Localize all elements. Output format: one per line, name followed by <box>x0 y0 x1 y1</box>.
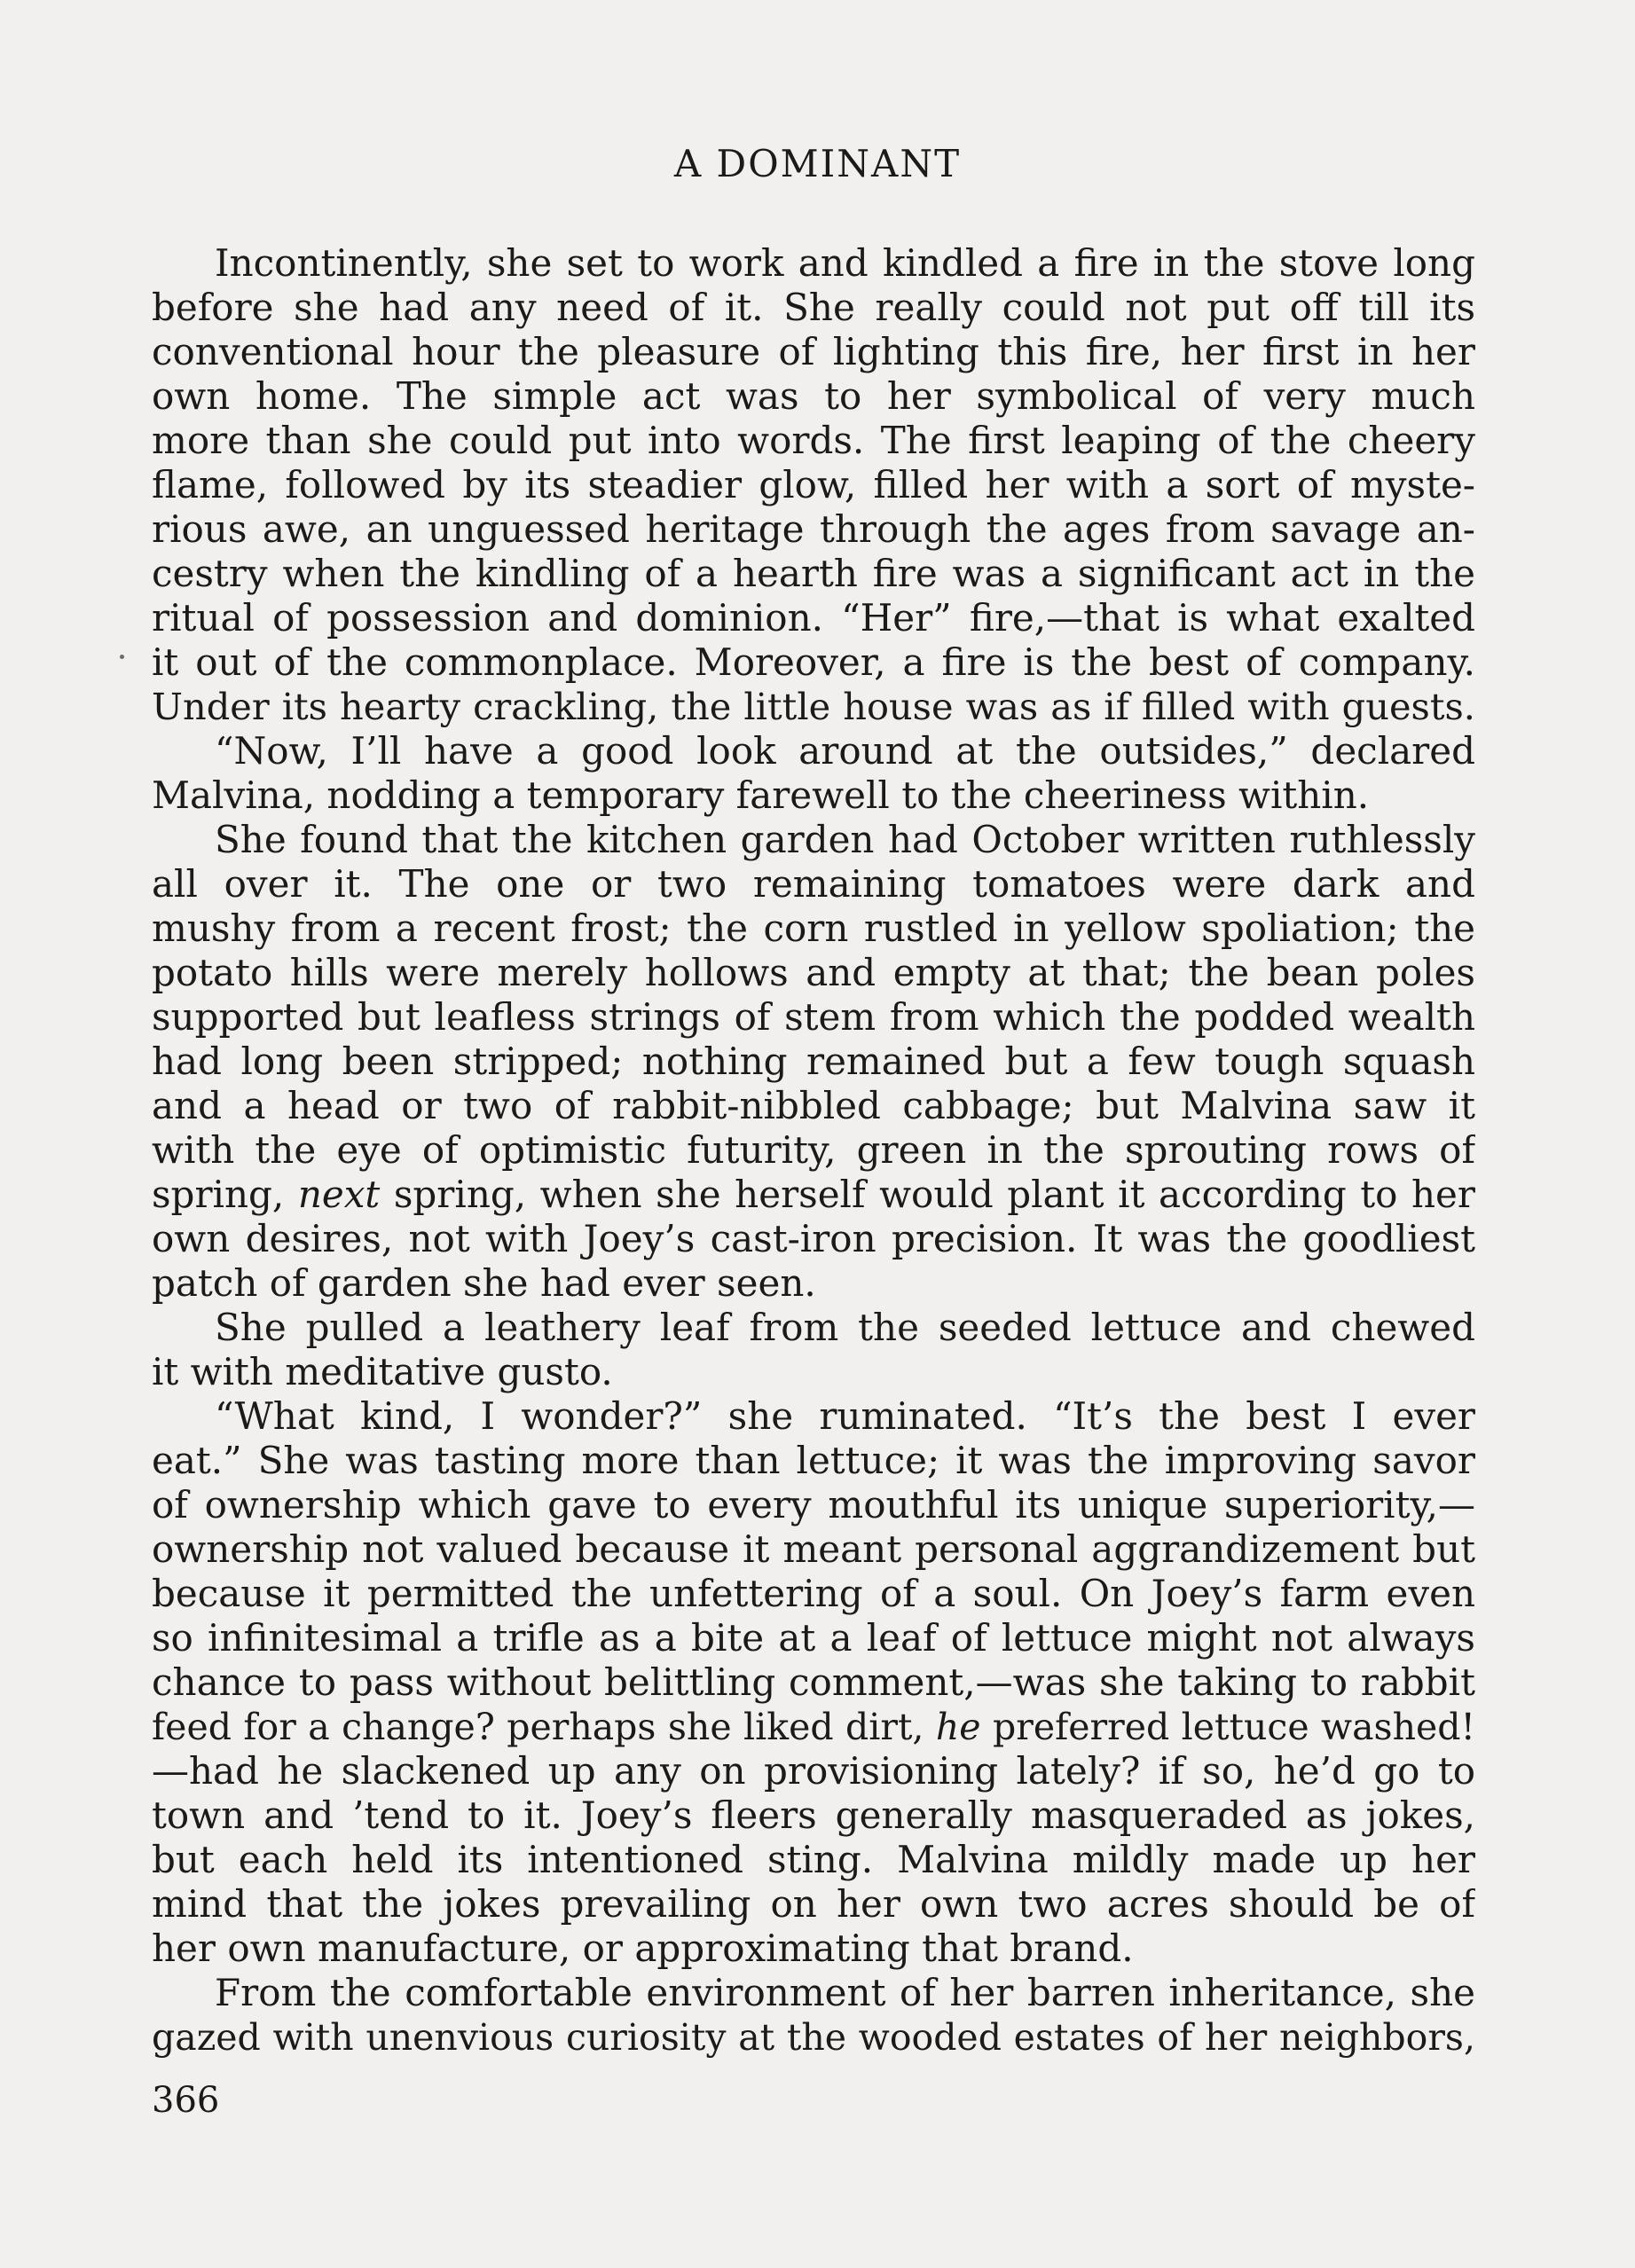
text-line: spring, next spring, when she herself would plant it according to her <box>152 1173 1475 1216</box>
text-line: conventional hour the pleasure of lighting this fire, her first in her <box>152 330 1475 373</box>
text-line: it with meditative gusto. <box>152 1350 613 1393</box>
text-line: and a head or two of rabbit-nibbled cabbage; but Malvina saw it <box>152 1084 1475 1127</box>
text-line: it out of the commonplace. Moreover, a fire is the best of company. <box>152 640 1475 684</box>
text-line: flame, followed by its steadier glow, filled her with a sort of myste- <box>152 463 1475 506</box>
text-line: town and ’tend to it. Joey’s fleers generally masqueraded as jokes, <box>152 1793 1475 1837</box>
text-line: Malvina, nodding a temporary farewell to the cheeriness within. <box>152 773 1370 817</box>
text-line: mushy from a recent frost; the corn rustled in yellow spoliation; the <box>152 906 1475 950</box>
text-line: because it permitted the unfettering of a soul. On Joey’s farm even <box>152 1572 1475 1615</box>
text-line: From the comfortable environment of her barren inheritance, she <box>215 1971 1475 2014</box>
page-number: 366 <box>152 2080 220 2121</box>
text-line: had long been stripped; nothing remained but a few tough squash <box>152 1040 1475 1083</box>
text-line: own home. The simple act was to her symbolical of very much <box>152 374 1475 418</box>
text-line: “What kind, I wonder?” she ruminated. “It’s the best I ever <box>215 1394 1475 1438</box>
text-line: cestry when the kindling of a hearth fire was a significant act in the <box>152 552 1475 595</box>
text-line: —had he slackened up any on provisioning lately? if so, he’d go to <box>152 1749 1475 1793</box>
text-line: ritual of possession and dominion. “Her” fire,—that is what exalted <box>152 596 1475 640</box>
text-line: more than she could put into words. The first leaping of the cheery <box>152 419 1475 462</box>
text-line: but each held its intentioned sting. Malvina mildly made up her <box>152 1838 1475 1881</box>
margin-mark <box>120 655 124 659</box>
body-text <box>152 241 1475 2060</box>
text-line: supported but leafless strings of stem from which the podded wealth <box>152 995 1475 1039</box>
text-line: Incontinently, she set to work and kindled a fire in the stove long <box>215 241 1475 285</box>
text-line: chance to pass without belittling comment,—was she taking to rabbit <box>152 1660 1475 1704</box>
text-line: of ownership which gave to every mouthful its unique superiority,— <box>152 1483 1475 1526</box>
text-line: so infinitesimal a trifle as a bite at a leaf of lettuce might not always <box>152 1616 1475 1660</box>
text-line: She found that the kitchen garden had October written ruthlessly <box>215 818 1475 861</box>
running-head: A DOMINANT <box>673 142 962 185</box>
text-line: feed for a change? perhaps she liked dirt, he preferred lettuce washed! <box>152 1706 1475 1748</box>
text-line: her own manufacture, or approximating that brand. <box>152 1927 1134 1970</box>
text-line: patch of garden she had ever seen. <box>152 1261 816 1305</box>
text-line: all over it. The one or two remaining tomatoes were dark and <box>152 862 1475 906</box>
text-line: own desires, not with Joey’s cast-iron precision. It was the goodliest <box>152 1217 1475 1260</box>
text-line: ownership not valued because it meant personal aggrandizement but <box>152 1527 1475 1571</box>
text-line: before she had any need of it. She really could not put off till its <box>152 286 1475 329</box>
text-line: mind that the jokes prevailing on her own two acres should be of <box>152 1882 1475 1926</box>
text-line: Under its hearty crackling, the little house was as if filled with guests. <box>152 685 1475 728</box>
text-line: with the eye of optimistic futurity, green in the sprouting rows of <box>152 1128 1475 1172</box>
text-line: “Now, I’ll have a good look around at the outsides,” declared <box>215 729 1475 773</box>
text-line: gazed with unenvious curiosity at the wooded estates of her neighbors, <box>152 2016 1475 2059</box>
text-line: She pulled a leathery leaf from the seeded lettuce and chewed <box>215 1306 1475 1349</box>
text-line: rious awe, an unguessed heritage through the ages from savage an- <box>152 507 1475 551</box>
text-line: potato hills were merely hollows and empty at that; the bean poles <box>152 951 1475 994</box>
text-line: eat.” She was tasting more than lettuce; it was the improving savor <box>152 1439 1475 1482</box>
